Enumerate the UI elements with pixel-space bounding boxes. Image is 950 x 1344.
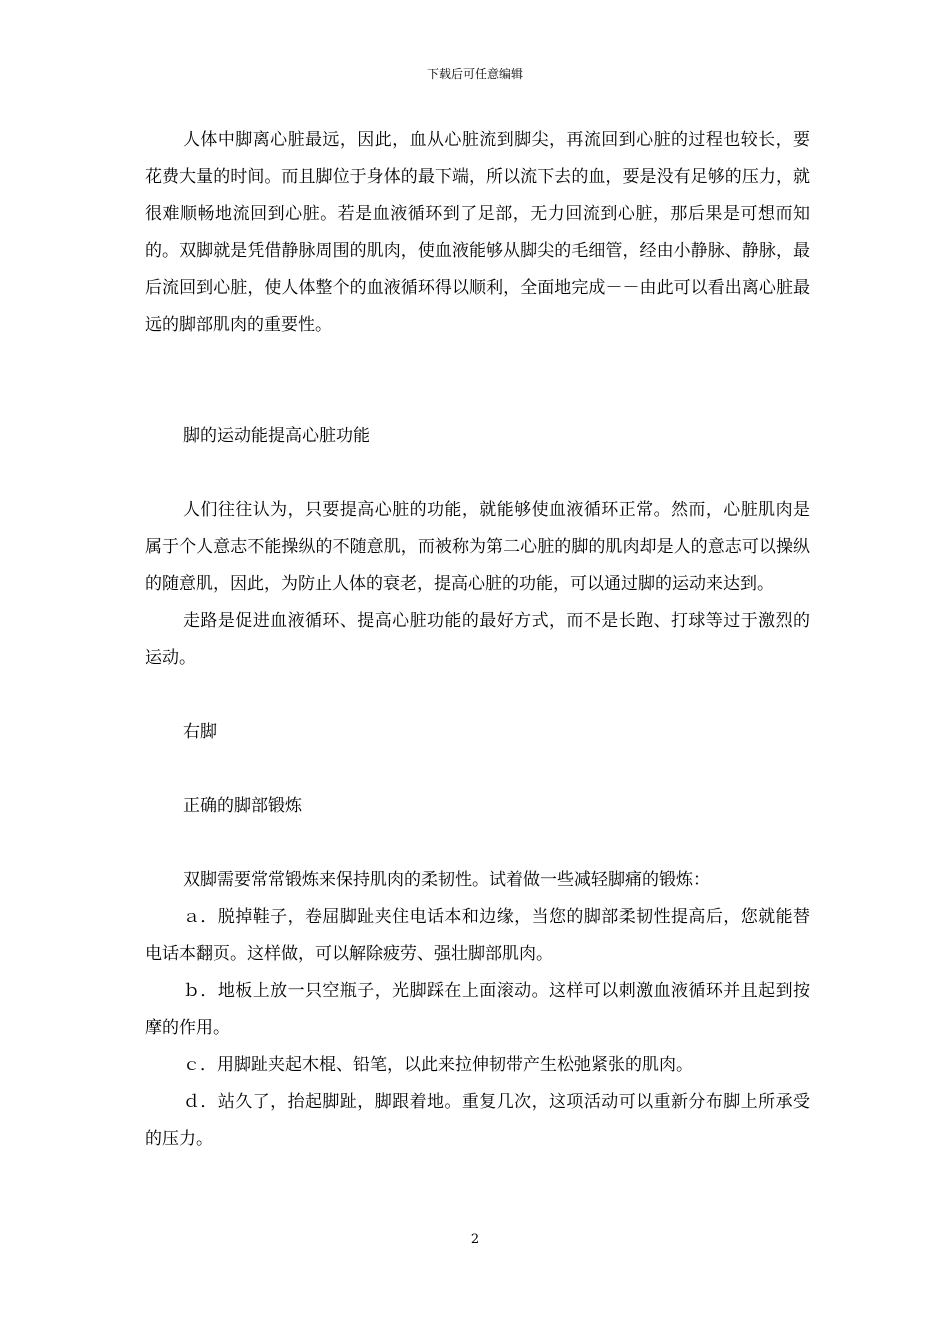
paragraph-walking: 走路是促进血液循环、提高心脏功能的最好方式，而不是长跑、打球等过于激烈的运动。 (145, 611, 810, 668)
list-item-c: ｃ．用脚趾夹起木棍、铅笔，以此来拉伸韧带产生松弛紧张的肌肉。 (183, 1055, 693, 1075)
section-heading-correct-exercise: 正确的脚部锻炼 (183, 796, 302, 816)
paragraph-exercise-intro: 双脚需要常常锻炼来保持肌肉的柔韧性。试着做一些减轻脚痛的锻炼： (183, 870, 710, 890)
list-item-b: ｂ．地板上放一只空瓶子，光脚踩在上面滚动。这样可以刺激血液循环并且起到按摩的作用。 (145, 981, 810, 1038)
page-header: 下载后可任意编辑 (426, 67, 523, 81)
section-heading-right-foot: 右脚 (183, 722, 217, 742)
list-item-d: ｄ．站久了，抬起脚趾，脚跟着地。重复几次，这项活动可以重新分布脚上所承受的压力。 (145, 1092, 810, 1149)
document-body (145, 122, 810, 1158)
list-item-a: ａ．脱掉鞋子，卷屈脚趾夹住电话本和边缘，当您的脚部柔韧性提高后，您就能替电话本翻页。这样做，可以解除疲劳、强壮脚部肌肉。 (145, 907, 810, 964)
paragraph-heart-distance: 人体中脚离心脏最远，因此，血从心脏流到脚尖，再流回到心脏的过程也较长，要花费大量的时间。而且脚位于身体的最下端，所以流下去的血，要是没有足够的压力，就很难顺畅地流回到心脏。若是血液循环到了足部，无力回流到心脏，那后果是可想而知的。双脚就是凭借静脉周围的肌肉，使血液能够从脚尖的毛细管，经由小静脉、静脉，最后流回到心脏，使人体整个的血液循环得以顺利，全面地完成－－由此可以看出离心脏最远的脚部肌肉的重要性。 (145, 130, 810, 335)
page-number: 2 (470, 1232, 480, 1247)
paragraph-heart-muscle: 人们往往认为，只要提高心脏的功能，就能够使血液循环正常。然而，心脏肌肉是属于个人意志不能操纵的不随意肌，而被称为第二心脏的脚的肌肉却是人的意志可以操纵的随意肌，因此，为防止人体的衰老，提高心脏的功能，可以通过脚的运动来达到。 (145, 500, 810, 594)
section-heading-foot-exercise-heart: 脚的运动能提高心脏功能 (183, 426, 370, 446)
